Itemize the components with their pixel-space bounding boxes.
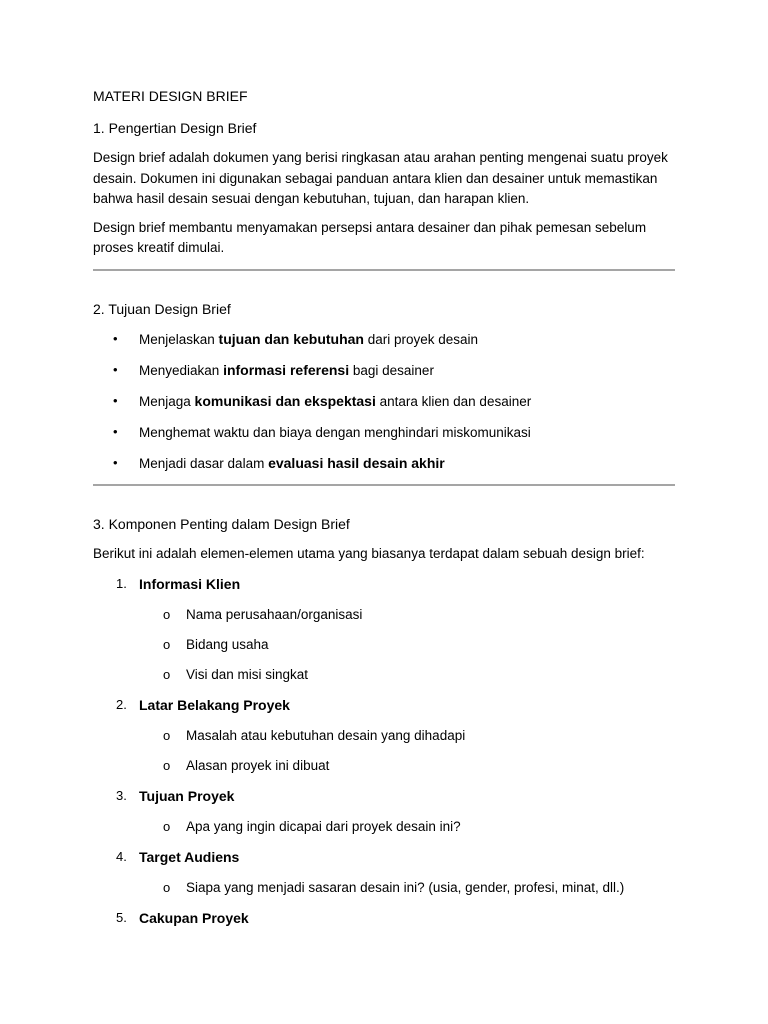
- sub-list-item: o Masalah atau kebutuhan desain yang dihadapi: [93, 726, 675, 746]
- list-number: 2.: [116, 697, 127, 712]
- paragraph-definition: Design brief adalah dokumen yang berisi ringkasan atau arahan penting mengenai suatu proyek desain. Dokumen ini digunakan sebagai panduan antara klien dan desainer untuk memastikan bahwa hasil desain sesuai dengan kebutuhan, tujuan, dan harapan klien.: [93, 150, 668, 206]
- section-heading-tujuan: 2. Tujuan Design Brief: [93, 300, 231, 317]
- circle-bullet-icon: o: [163, 637, 171, 652]
- sub-list: [93, 726, 675, 776]
- component-title: Tujuan Proyek: [139, 788, 235, 804]
- tujuan-list: [93, 329, 675, 474]
- sub-list-item: o Visi dan misi singkat: [93, 665, 675, 685]
- sub-list: [93, 878, 675, 898]
- list-item: • Menjadi dasar dalam evaluasi hasil desain akhir: [113, 454, 445, 471]
- component-list: [93, 574, 675, 929]
- list-item: • Menjelaskan tujuan dan kebutuhan dari proyek desain: [113, 330, 479, 347]
- component-item-tujuan-proyek: [93, 786, 675, 837]
- sub-list-item: o Bidang usaha: [93, 635, 675, 655]
- circle-bullet-icon: o: [163, 607, 171, 622]
- paragraph-intro: Berikut ini adalah elemen-elemen utama yang biasanya terdapat dalam sebuah design brief:: [93, 545, 645, 561]
- component-item-latar-belakang: [93, 695, 675, 776]
- component-title: Cakupan Proyek: [139, 910, 249, 926]
- circle-bullet-icon: o: [163, 728, 171, 743]
- component-item-target-audiens: [93, 847, 675, 898]
- sub-list-item: o Apa yang ingin dicapai dari proyek desain ini?: [93, 817, 675, 837]
- bullet-icon: •: [113, 361, 118, 377]
- component-title: Latar Belakang Proyek: [139, 697, 290, 713]
- list-item: • Menghemat waktu dan biaya dengan menghindari miskomunikasi: [113, 423, 531, 440]
- bullet-icon: •: [113, 423, 118, 439]
- sub-list-item: o Alasan proyek ini dibuat: [93, 756, 675, 776]
- component-item-informasi-klien: [93, 574, 675, 685]
- circle-bullet-icon: o: [163, 880, 171, 895]
- component-title: Informasi Klien: [139, 576, 241, 592]
- horizontal-divider: [93, 484, 675, 486]
- circle-bullet-icon: o: [163, 667, 171, 682]
- list-number: 4.: [116, 849, 127, 864]
- bullet-icon: •: [113, 330, 118, 346]
- component-title: Target Audiens: [139, 849, 240, 865]
- section-heading-komponen: 3. Komponen Penting dalam Design Brief: [93, 515, 350, 532]
- component-item-cakupan-proyek: [93, 908, 675, 929]
- paragraph-purpose: Design brief membantu menyamakan persepsi antara desainer dan pihak pemesan sebelum proses kreatif dimulai.: [93, 219, 647, 255]
- list-item: • Menyediakan informasi referensi bagi desainer: [113, 361, 434, 378]
- sub-list-item: o Nama perusahaan/organisasi: [93, 605, 675, 625]
- bullet-icon: •: [113, 392, 118, 408]
- document-content: [93, 86, 675, 939]
- section-pengertian: [93, 118, 675, 259]
- list-number: 5.: [116, 910, 127, 925]
- horizontal-divider: [93, 269, 675, 271]
- document-title: MATERI DESIGN BRIEF: [93, 88, 248, 104]
- list-number: 1.: [116, 576, 127, 591]
- circle-bullet-icon: o: [163, 758, 171, 773]
- list-item: • Menjaga komunikasi dan ekspektasi antara klien dan desainer: [113, 392, 532, 409]
- bullet-icon: •: [113, 454, 118, 470]
- circle-bullet-icon: o: [163, 819, 171, 834]
- section-komponen: [93, 514, 675, 930]
- sub-list: [93, 605, 675, 685]
- section-tujuan: [93, 299, 675, 474]
- list-number: 3.: [116, 788, 127, 803]
- sub-list: [93, 817, 675, 837]
- sub-list-item: o Siapa yang menjadi sasaran desain ini? (usia, gender, profesi, minat, dll.): [93, 878, 675, 898]
- section-heading-pengertian: 1. Pengertian Design Brief: [93, 120, 257, 136]
